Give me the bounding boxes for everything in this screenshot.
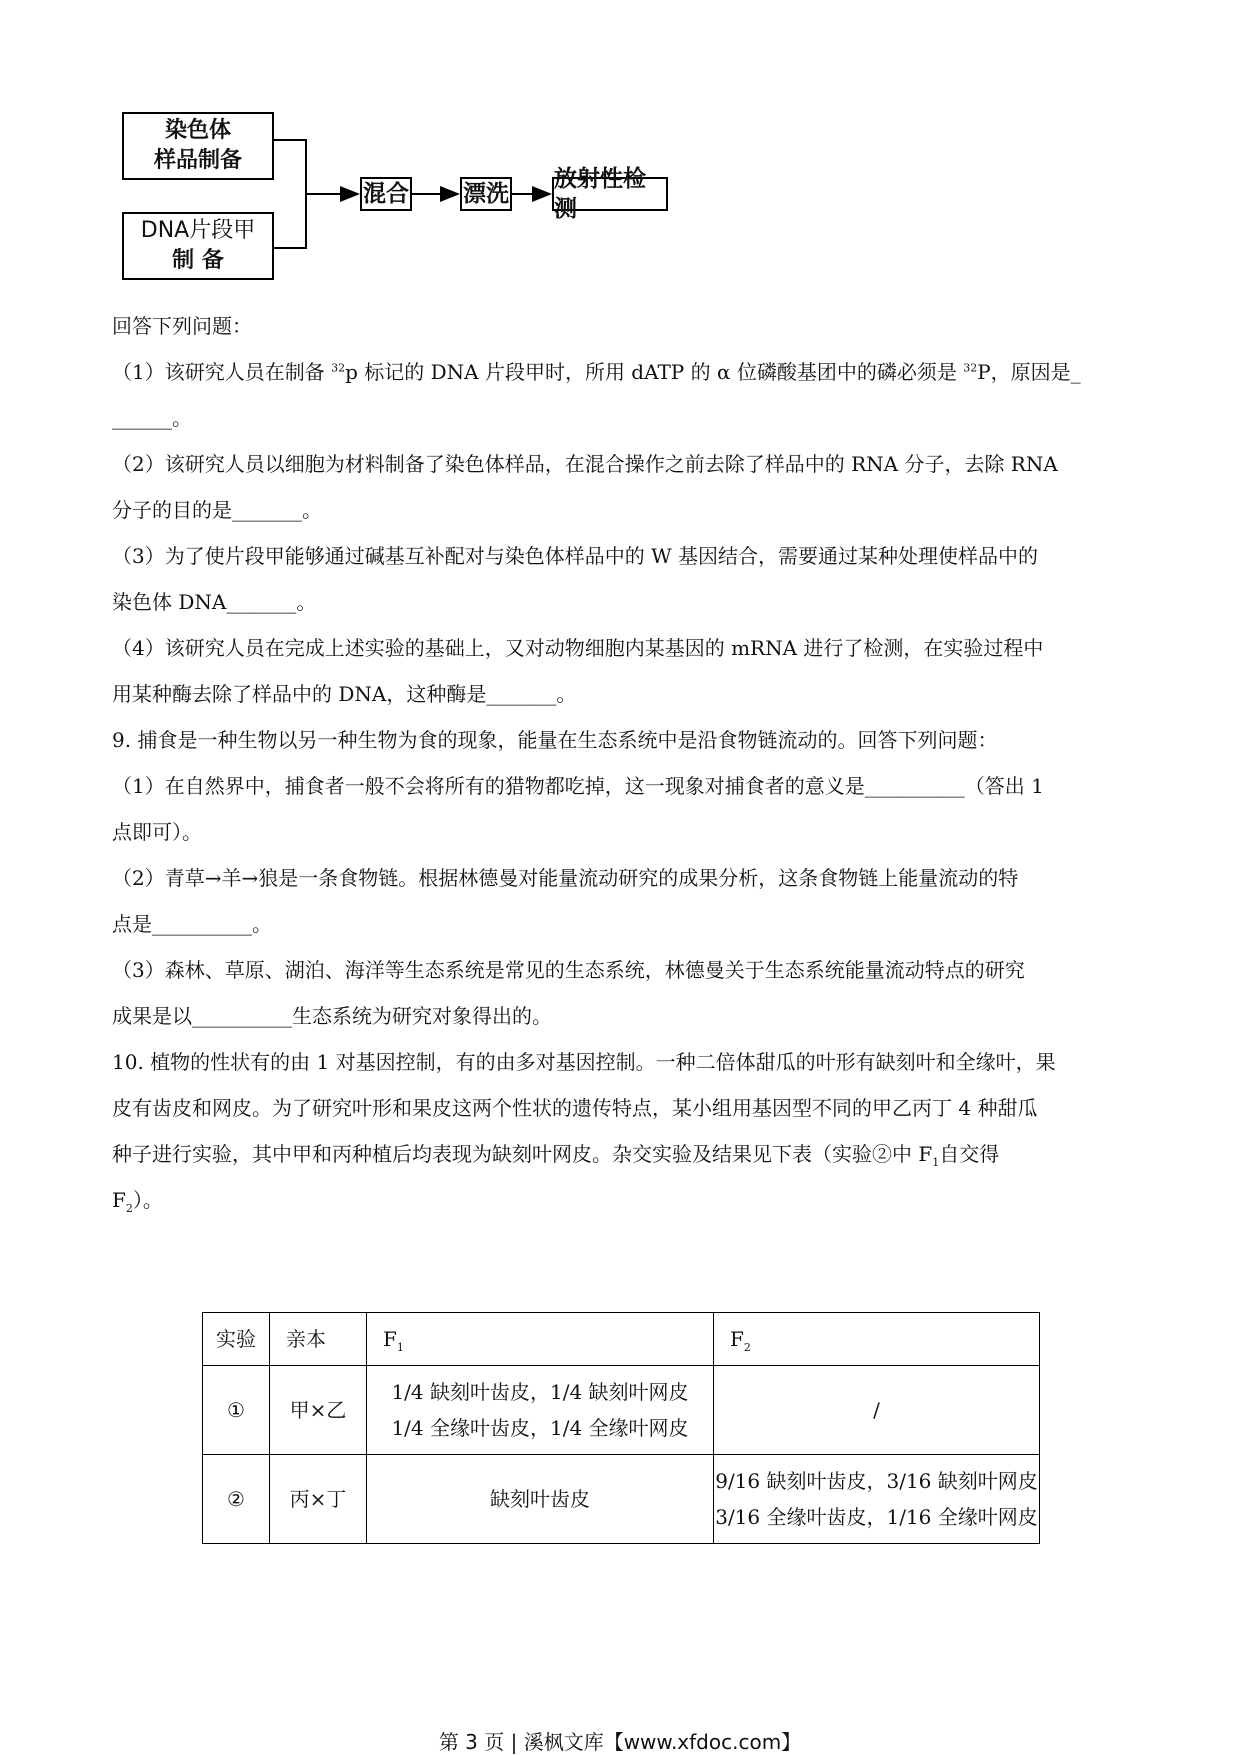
chromosome-sample-box — [122, 112, 274, 180]
q9-2-line1: （2）青草→羊→狼是一条食物链。根据林德曼对能量流动研究的成果分析，这条食物链上能量流动的特 — [112, 866, 1019, 890]
header-experiment: 实验 — [203, 1313, 270, 1366]
q8-4-line2: 用某种酶去除了样品中的 DNA，这种酶是_______。 — [112, 682, 577, 706]
q9-1-line1: （1）在自然界中，捕食者一般不会将所有的猎物都吃掉，这一现象对捕食者的意义是__________（答出 1 — [112, 774, 1044, 798]
q10-line4 — [112, 1177, 1132, 1223]
table-row — [203, 1366, 1040, 1455]
header-parent: 亲本 — [270, 1313, 367, 1366]
q8-3-line1: （3）为了使片段甲能够通过碱基互补配对与染色体样品中的 W 基因结合，需要通过某种处理使样品中的 — [112, 544, 1038, 568]
row1-experiment: ① — [203, 1366, 270, 1455]
q10-d1: F — [112, 1188, 126, 1212]
header-f1-sub: 1 — [396, 1341, 404, 1354]
intro-line: 回答下列问题： — [112, 314, 252, 338]
q10-line3 — [112, 1131, 1132, 1177]
q8-1-sup2: 32 — [963, 361, 978, 375]
detect-label: 放射性检测 — [554, 166, 646, 222]
q10-c-sub: 1 — [932, 1156, 940, 1169]
q9-1-line2: 点即可）。 — [112, 820, 202, 844]
q8-2-line2: 分子的目的是_______。 — [112, 498, 322, 522]
wash-box — [460, 177, 512, 211]
bracket-line — [274, 140, 306, 248]
row2-experiment: ② — [203, 1455, 270, 1544]
q8-1-c: P，原因是_ — [977, 360, 1081, 384]
q9-line: 9. 捕食是一种生物以另一种生物为食的现象，能量在生态系统中是沿食物链流动的。回答下列问题： — [112, 728, 998, 752]
box2-line2: 制 备 — [172, 248, 224, 273]
cross-experiment-table — [202, 1312, 1040, 1544]
mix-label: 混合 — [363, 181, 409, 207]
q9-2-line2: 点是__________。 — [112, 912, 272, 936]
page-footer: 第 3 页 | 溪枫文库【www.xfdoc.com】 — [438, 1730, 802, 1754]
q10-d-sub: 2 — [125, 1202, 133, 1215]
q9-3-line1: （3）森林、草原、湖泊、海洋等生态系统是常见的生态系统，林德曼关于生态系统能量流动特点的研究 — [112, 958, 1025, 982]
dna-fragment-box — [122, 212, 274, 280]
q9-3-line2: 成果是以__________生态系统为研究对象得出的。 — [112, 1004, 552, 1028]
row1-f1-line2: 1/4 全缘叶齿皮，1/4 全缘叶网皮 — [391, 1416, 689, 1440]
q10-c2: 自交得 — [939, 1142, 1000, 1166]
row1-parent: 甲×乙 — [270, 1366, 367, 1455]
mix-box — [360, 177, 412, 211]
flowchart — [0, 0, 700, 290]
header-f1-text: F — [383, 1327, 397, 1351]
q10-line1: 10. 植物的性状有的由 1 对基因控制，有的由多对基因控制。一种二倍体甜瓜的叶形有缺刻叶和全缘叶，果 — [112, 1050, 1056, 1074]
q8-1-sup1: 32 — [331, 361, 346, 375]
box1-line1: 染色体 — [164, 118, 231, 143]
table-header-row — [203, 1313, 1040, 1366]
q8-4-line1: （4）该研究人员在完成上述实验的基础上，又对动物细胞内某基因的 mRNA 进行了检测，在实验过程中 — [112, 636, 1044, 660]
q8-1-line2: ______。 — [112, 406, 192, 430]
flowchart-connectors — [0, 0, 700, 290]
q10-line2: 皮有齿皮和网皮。为了研究叶形和果皮这两个性状的遗传特点，某小组用基因型不同的甲乙丙丁 4 种甜瓜 — [112, 1096, 1038, 1120]
q8-3-line2: 染色体 DNA_______。 — [112, 590, 317, 614]
row1-f2: / — [714, 1366, 1040, 1455]
header-f2-sub: 2 — [743, 1341, 751, 1354]
row1-f1-line1: 1/4 缺刻叶齿皮，1/4 缺刻叶网皮 — [391, 1380, 689, 1404]
q8-2-line1: （2）该研究人员以细胞为材料制备了染色体样品，在混合操作之前去除了样品中的 RNA 分子，去除 RNA — [112, 452, 1058, 476]
row2-f1: 缺刻叶齿皮 — [367, 1455, 714, 1544]
header-f1 — [367, 1313, 714, 1366]
row2-f2 — [714, 1455, 1040, 1544]
row2-f2-line2: 3/16 全缘叶齿皮，1/16 全缘叶网皮 — [715, 1505, 1038, 1529]
header-f2 — [714, 1313, 1040, 1366]
row2-parent: 丙×丁 — [270, 1455, 367, 1544]
row2-f2-line1: 9/16 缺刻叶齿皮，3/16 缺刻叶网皮 — [715, 1469, 1038, 1493]
table-row — [203, 1455, 1040, 1544]
q8-1-a: （1）该研究人员在制备 — [112, 360, 332, 384]
question-text — [112, 303, 1132, 1223]
q8-1-line1 — [112, 349, 1132, 395]
row1-f1 — [367, 1366, 714, 1455]
wash-label: 漂洗 — [463, 181, 509, 207]
q10-d2: ）。 — [132, 1188, 163, 1212]
q8-1-b: p 标记的 DNA 片段甲时，所用 dATP 的 α 位磷酸基团中的磷必须是 — [345, 360, 964, 384]
detect-box — [552, 166, 668, 222]
header-f2-text: F — [730, 1327, 744, 1351]
box2-line1: DNA片段甲 — [140, 218, 256, 243]
box1-line2: 样品制备 — [153, 148, 242, 173]
q10-c1: 种子进行实验，其中甲和丙种植后均表现为缺刻叶网皮。杂交实验及结果见下表（实验②中 F — [112, 1142, 933, 1166]
